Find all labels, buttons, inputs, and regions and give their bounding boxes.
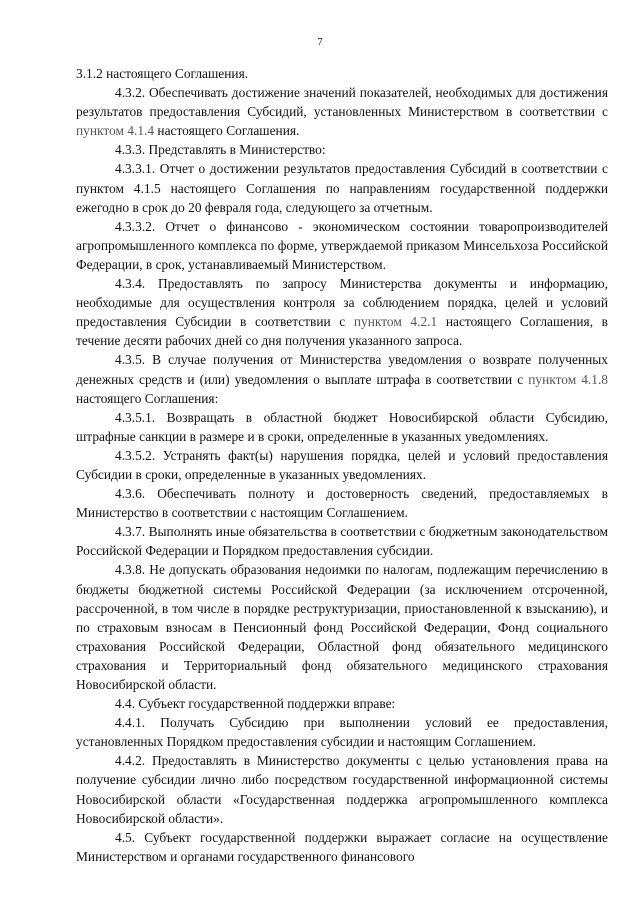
paragraph-4-3-5: 4.3.5. В случае получения от Министерства уведомления о возврате полученных денежных средств и (или) уведомления о выплате штрафа в соответствии с пунктом 4.1.8 настоящего Соглашения: <box>76 352 608 406</box>
reference-link[interactable]: пунктом 4.1.8 <box>528 371 608 387</box>
paragraph-4-3-5-1: 4.3.5.1. Возвращать в областной бюджет Новосибирской области Субсидию, штрафные санкции в размере и в сроки, определенные в указанных уведомлениях. <box>76 409 608 444</box>
paragraph-4-3-5-2: 4.3.5.2. Устранять факт(ы) нарушения порядка, целей и условий предоставления Субсидии в сроки, определенные в указанных уведомлениях. <box>76 447 608 482</box>
paragraph-4-3-2: 4.3.2. Обеспечивать достижение значений показателей, необходимых для достижения результатов предоставления Субсидий, установленных Министерством в соответствии с пунктом 4.1.4 настоящего Соглашения. <box>76 85 608 139</box>
paragraph-4-4-2: 4.4.2. Предоставлять в Министерство документы с целью установления права на получение субсидии лично либо посредством государственной информационной системы Новосибирской области «Государственная поддержка агропромышленного комплекса Новосибирской области». <box>76 753 608 826</box>
paragraph-4-3-4: 4.3.4. Предоставлять по запросу Министерства документы и информацию, необходимые для осуществления контроля за соблюдением порядка, целей и условий предоставления Субсидии в соответствии с пунктом 4.2.1 настоящего Соглашения, в течение десяти рабочих дней со дня получения указанного запроса. <box>76 276 608 349</box>
paragraph-4-4-1: 4.4.1. Получать Субсидию при выполнении условий ее предоставления, установленных Порядком предоставления субсидии и настоящим Соглашением. <box>76 715 608 750</box>
document-body <box>76 64 608 866</box>
reference-link[interactable]: пунктом 4.1.4 <box>76 123 155 139</box>
paragraph-4-3-3-2: 4.3.3.2. Отчет о финансово - экономическом состоянии товаропроизводителей агропромышленного комплекса по форме, утверждаемой приказом Минсельхоза Российской Федерации, в срок, устанавливаемый Министерством. <box>76 218 608 272</box>
paragraph-4-3-3-1: 4.3.3.1. Отчет о достижении результатов предоставления Субсидий в соответствии с пунктом 4.1.5 настоящего Соглашения по направлениям государственной поддержки ежегодно в срок до 20 февраля года, следующего за отчетным. <box>76 161 608 215</box>
page-number: 7 <box>317 36 323 48</box>
paragraph-4-3-3: 4.3.3. Представлять в Министерство: <box>115 142 326 158</box>
paragraph-3-1-2-end: 3.1.2 настоящего Соглашения. <box>76 66 249 81</box>
reference-link[interactable]: пунктом 4.2.1 <box>353 314 438 330</box>
paragraph-4-3-6: 4.3.6. Обеспечивать полноту и достоверность сведений, предоставляемых в Министерство в соответствии с настоящим Соглашением. <box>76 486 608 521</box>
paragraph-4-3-7: 4.3.7. Выполнять иные обязательства в соответствии с бюджетным законодательством Российской Федерации и Порядком предоставления субсидии. <box>76 524 608 559</box>
paragraph-4-5: 4.5. Субъект государственной поддержки выражает согласие на осуществление Министерством и органами государственного финансового <box>76 829 608 864</box>
paragraph-4-3-8: 4.3.8. Не допускать образования недоимки по налогам, подлежащим перечислению в бюджеты бюджетной системы Российской Федерации (за исключением отсроченной, рассроченной, в том числе в порядке реструктуризации, приостановленной к взысканию), и по страховым взносам в Пенсионный фонд Российской Федерации, Фонд социального страхования Российской Федерации, Областной фонд обязательного медицинского страхования и Территориальный фонд обязательного медицинского страхования Новосибирской области. <box>76 562 608 692</box>
paragraph-4-4: 4.4. Субъект государственной поддержки вправе: <box>115 696 396 712</box>
